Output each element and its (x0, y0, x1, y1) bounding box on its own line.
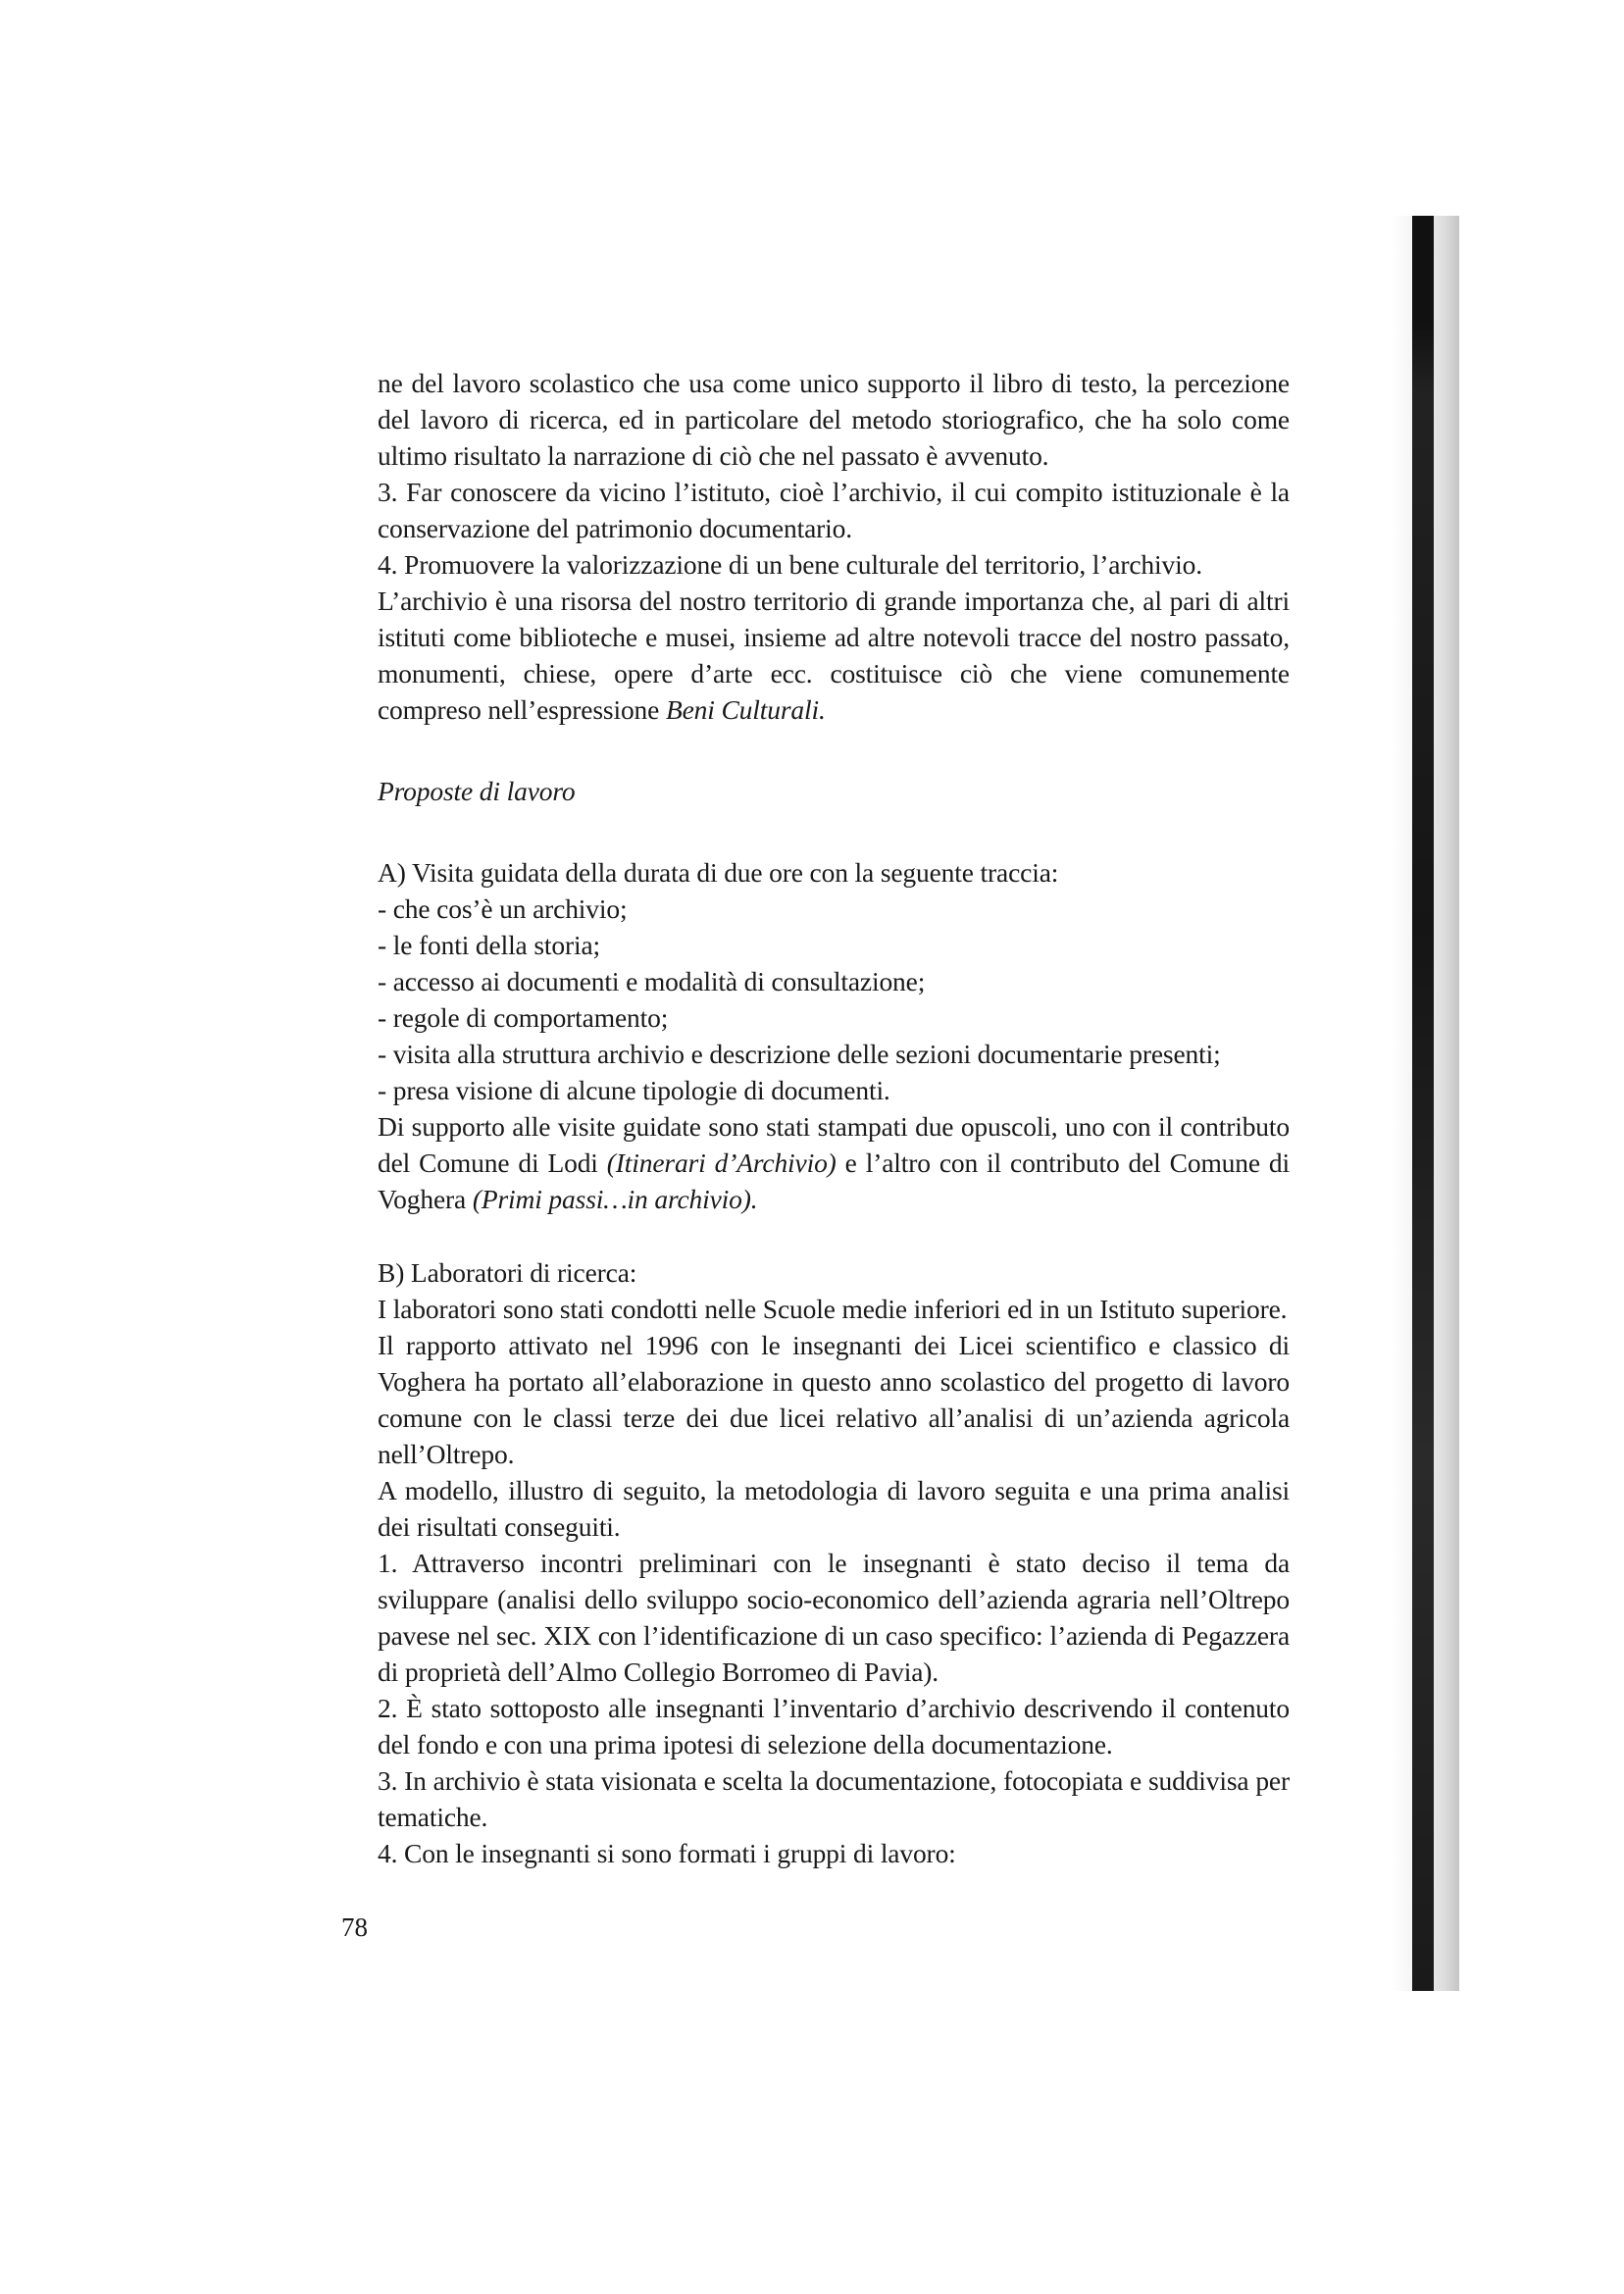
beni-culturali-term: Beni Culturali. (665, 694, 826, 725)
section-a-item: - presa visione di alcune tipologie di documenti. (378, 1075, 890, 1105)
section-a-item: - le fonti della storia; (378, 930, 601, 960)
section-a-title: A) Visita guidata della durata di due ore con la seguente traccia: (378, 857, 1059, 888)
point-3: 3. Far conoscere da vicino l’istituto, cioè l’archivio, il cui compito istituzionale è la conservazione del patrimonio documentario. (378, 477, 1290, 543)
paragraph-beni-culturali (378, 583, 1290, 728)
paragraph-beni-culturali-text: L’archivio è una risorsa del nostro territorio di grande importanza che, al pari di altri istituti come biblioteche e musei, insieme ad altre notevoli tracce del nostro passato, monumenti, chiese, opere d’arte ecc. costituisce ciò che viene comunemente compreso nell’espressione (378, 586, 1290, 725)
paragraph-continuation: ne del lavoro scolastico che usa come unico supporto il libro di testo, la percezione del lavoro di ricerca, ed in particolare del metodo storiografico, che ha solo come ultimo risultato la narrazione di ciò che nel passato è avvenuto. (378, 368, 1290, 471)
section-b-title: B) Laboratori di ricerca: (378, 1257, 637, 1288)
support-text-1: Di supporto alle visite guidate sono stati stampati due opuscoli, uno con il contributo del Comune di Lodi (378, 1111, 1290, 1178)
point-4: 4. Promuovere la valorizzazione di un bene culturale del territorio, l’archivio. (378, 549, 1202, 580)
section-a-item: - che cos’è un archivio; (378, 893, 628, 924)
scan-binding-edge (1412, 216, 1434, 1991)
section-heading: Proposte di lavoro (378, 776, 576, 806)
section-a-item: - accesso ai documenti e modalità di consultazione; (378, 966, 926, 996)
support-title-2: (Primi passi…in archivio). (472, 1184, 758, 1214)
step-item: 4. Con le insegnanti si sono formati i gruppi di lavoro: (378, 1838, 956, 1868)
section-b-paragraph-3: A modello, illustro di seguito, la metodologia di lavoro seguita e una prima analisi dei risultati conseguiti. (378, 1475, 1290, 1542)
section-a-item: - visita alla struttura archivio e descrizione delle sezioni documentarie presenti; (378, 1039, 1221, 1069)
section-a-item: - regole di comportamento; (378, 1002, 669, 1033)
support-title-1: (Itinerari d’Archivio) (606, 1147, 837, 1178)
section-b-paragraph-2: Il rapporto attivato nel 1996 con le insegnanti dei Licei scientifico e classico di Voghera ha portato all’elaborazione in questo anno scolastico del progetto di lavoro comune con le classi terze dei due licei relativo all’analisi di un’azienda agricola nell’Oltrepo. (378, 1330, 1290, 1469)
support-text-2: e l’altro con il contributo del Comune di Voghera (378, 1147, 1291, 1214)
step-item: 3. In archivio è stata visionata e scelta la documentazione, fotocopiata e suddivisa per tematiche. (378, 1765, 1290, 1832)
step-item: 1. Attraverso incontri preliminari con le insegnanti è stato deciso il tema da sviluppare (analisi dello sviluppo socio-economico dell’azienda agraria nell’Oltrepo pavese nel sec. XIX con l’identificazione di un caso specifico: l’azienda di Pegazzera di proprietà dell’Almo Collegio Borromeo di Pavia). (378, 1548, 1290, 1687)
page-body (378, 365, 1290, 1871)
step-item: 2. È stato sottoposto alle insegnanti l’inventario d’archivio descrivendo il contenuto del fondo e con una prima ipotesi di selezione della documentazione. (378, 1693, 1290, 1759)
section-b-paragraph-1: I laboratori sono stati condotti nelle Scuole medie inferiori ed in un Istituto superiore. (378, 1294, 1288, 1324)
support-paragraph (378, 1108, 1290, 1217)
page-number: 78 (341, 1912, 368, 1942)
